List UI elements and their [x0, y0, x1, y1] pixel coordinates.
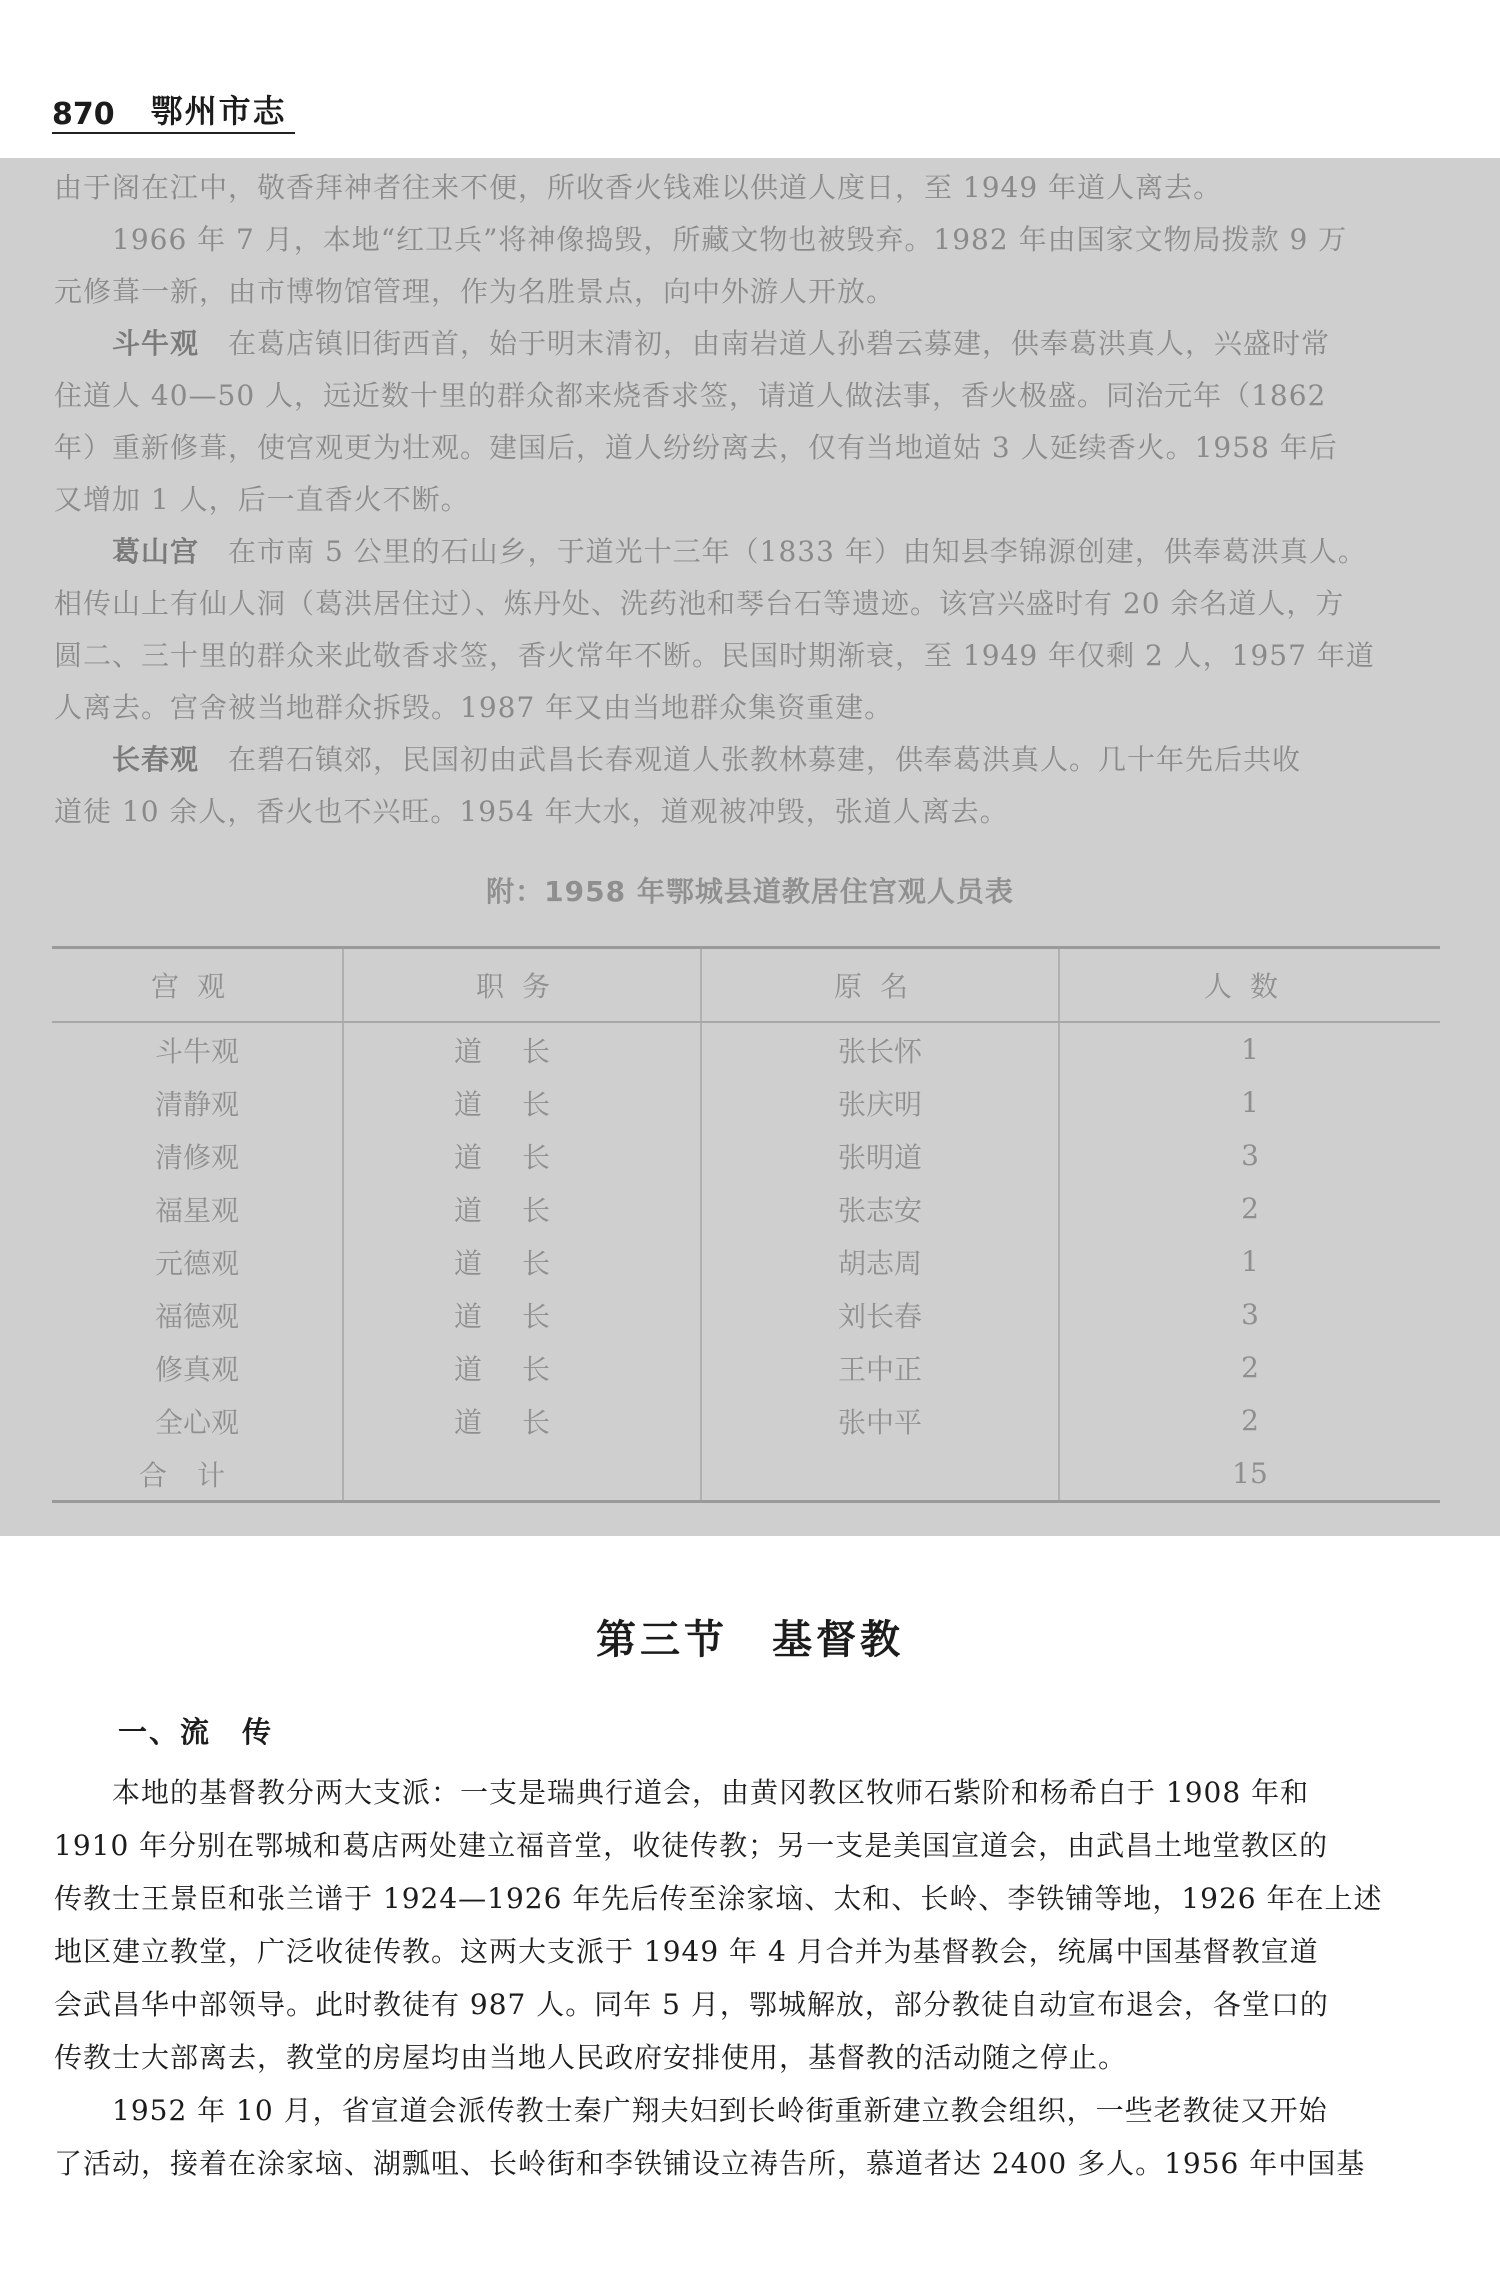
table-row — [52, 1022, 1440, 1076]
temple-name-geshan: 葛山宫 — [112, 535, 200, 568]
text-line: 本地的基督教分两大支派：一支是瑞典行道会，由黄冈教区牧师石紫阶和杨希白于 1908 年和 — [54, 1776, 1310, 1809]
text-line — [54, 526, 1450, 578]
text-line: 又增加 1 人，后一直香火不断。 — [54, 483, 470, 516]
table-cell: 1 — [1059, 1076, 1440, 1129]
table-cell: 全心观 — [154, 1405, 239, 1439]
table-row — [52, 1341, 1440, 1394]
table-cell: 道长 — [343, 1394, 701, 1447]
column-header: 人数 — [1059, 948, 1440, 1023]
table-row — [52, 1129, 1440, 1182]
table-row — [52, 1076, 1440, 1129]
text-span: 在市南 5 公里的石山乡，于道光十三年（1833 年）由知县李锦源创建，供奉葛洪真人。 — [228, 535, 1367, 568]
table-cell: 15 — [1059, 1447, 1440, 1502]
table-cell: 2 — [1059, 1182, 1440, 1235]
table-cell: 刘长春 — [701, 1288, 1059, 1341]
table-cell: 道长 — [343, 1182, 701, 1235]
table-cell: 王中正 — [701, 1341, 1059, 1394]
text-line: 住道人 40—50 人，远近数十里的群众都来烧香求签，请道人做法事，香火极盛。同治元年（1862 — [54, 379, 1327, 412]
text-line: 1966 年 7 月，本地“红卫兵”将神像捣毁，所藏文物也被毁弃。1982 年由国家文物局拨款 9 万 — [54, 223, 1348, 256]
page-number: 870 — [52, 97, 115, 132]
table-cell: 合计 — [52, 1447, 343, 1502]
text-line: 相传山上有仙人洞（葛洪居住过）、炼丹处、洗药池和琴台石等遗迹。该宫兴盛时有 20 余名道人，方 — [54, 587, 1345, 620]
column-header: 职务 — [343, 948, 701, 1023]
table-cell: 道长 — [343, 1235, 701, 1288]
table-cell: 清修观 — [154, 1140, 239, 1174]
table-cell: 2 — [1059, 1394, 1440, 1447]
table-title: 附：1958 年鄂城县道教居住宫观人员表 — [486, 875, 1014, 908]
table-cell: 张长怀 — [701, 1022, 1059, 1076]
section-title: 第三节 基督教 — [596, 1617, 904, 1663]
table-row — [52, 1288, 1440, 1341]
page-header — [52, 92, 295, 134]
column-header: 宫观 — [52, 948, 343, 1023]
text-line: 1910 年分别在鄂城和葛店两处建立福音堂，收徒传教；另一支是美国宣道会，由武昌土地堂教区的 — [54, 1829, 1329, 1862]
table-cell: 修真观 — [154, 1352, 239, 1386]
text-line: 地区建立教堂，广泛收徒传教。这两大支派于 1949 年 4 月合并为基督教会，统属中国基督教宣道 — [54, 1935, 1319, 1968]
table-cell: 1 — [1059, 1022, 1440, 1076]
column-header: 原名 — [701, 948, 1059, 1023]
text-line: 道徒 10 余人，香火也不兴旺。1954 年大水，道观被冲毁，张道人离去。 — [54, 795, 1009, 828]
table-header-row — [52, 948, 1440, 1023]
text-line — [54, 318, 1450, 370]
table-cell: 道长 — [343, 1341, 701, 1394]
subheading: 一、流 传 — [118, 1715, 274, 1749]
table-cell: 张中平 — [701, 1394, 1059, 1447]
table-cell: 张志安 — [701, 1182, 1059, 1235]
text-line: 人离去。宫舍被当地群众拆毁。1987 年又由当地群众集资重建。 — [54, 691, 894, 724]
table-row — [52, 1182, 1440, 1235]
text-line: 由于阁在江中，敬香拜神者往来不便，所收香火钱难以供道人度日，至 1949 年道人离去。 — [54, 171, 1223, 204]
table-cell — [343, 1447, 701, 1502]
text-line — [54, 734, 1450, 786]
table-cell: 道长 — [343, 1076, 701, 1129]
table-cell: 道长 — [343, 1288, 701, 1341]
table-cell — [701, 1447, 1059, 1502]
text-line: 年）重新修葺，使宫观更为壮观。建国后，道人纷纷离去，仅有当地道姑 3 人延续香火。1958 年后 — [54, 431, 1338, 464]
book-title: 鄂州市志 — [150, 92, 287, 130]
table-cell: 清静观 — [154, 1087, 239, 1121]
text-line: 了活动，接着在涂家垴、湖瓢咀、长岭街和李铁铺设立祷告所，慕道者达 2400 多人。1956 年中国基 — [54, 2147, 1366, 2180]
table-row — [52, 1235, 1440, 1288]
text-span: 在碧石镇郊，民国初由武昌长春观道人张教林募建，供奉葛洪真人。几十年先后共收 — [228, 743, 1302, 776]
table-row — [52, 1394, 1440, 1447]
temple-name-doniu: 斗牛观 — [112, 327, 200, 360]
table-total-row — [52, 1447, 1440, 1502]
text-line: 传教士王景臣和张兰谱于 1924—1926 年先后传至涂家垴、太和、长岭、李铁铺等地，1926 年在上述 — [54, 1882, 1383, 1915]
text-line: 元修葺一新，由市博物馆管理，作为名胜景点，向中外游人开放。 — [54, 275, 896, 308]
text-line: 传教士大部离去，教堂的房屋均由当地人民政府安排使用，基督教的活动随之停止。 — [54, 2041, 1128, 2074]
table-cell: 福星观 — [154, 1193, 239, 1227]
text-line: 会武昌华中部领导。此时教徒有 987 人。同年 5 月，鄂城解放，部分教徒自动宣布退会，各堂口的 — [54, 1988, 1329, 2021]
text-line: 1952 年 10 月，省宣道会派传教士秦广翔夫妇到长岭街重新建立教会组织，一些老教徒又开始 — [54, 2094, 1328, 2127]
text-line: 圆二、三十里的群众来此敬香求签，香火常年不断。民国时期渐衰，至 1949 年仅剩 2 人，1957 年道 — [54, 639, 1375, 672]
temple-name-changchun: 长春观 — [112, 743, 200, 776]
table-cell: 2 — [1059, 1341, 1440, 1394]
table-cell: 3 — [1059, 1288, 1440, 1341]
table-cell: 福德观 — [154, 1299, 239, 1333]
table-cell: 元德观 — [154, 1246, 239, 1280]
table-cell: 张明道 — [701, 1129, 1059, 1182]
table-cell: 道长 — [343, 1022, 701, 1076]
table-cell: 胡志周 — [701, 1235, 1059, 1288]
table-cell: 1 — [1059, 1235, 1440, 1288]
shaded-section — [0, 158, 1500, 1536]
text-span: 在葛店镇旧街西首，始于明末清初，由南岩道人孙碧云募建，供奉葛洪真人，兴盛时常 — [228, 327, 1331, 360]
table-cell: 斗牛观 — [154, 1034, 239, 1068]
table-cell: 张庆明 — [701, 1076, 1059, 1129]
table-cell: 3 — [1059, 1129, 1440, 1182]
table-cell: 道长 — [343, 1129, 701, 1182]
personnel-table — [52, 946, 1440, 1503]
